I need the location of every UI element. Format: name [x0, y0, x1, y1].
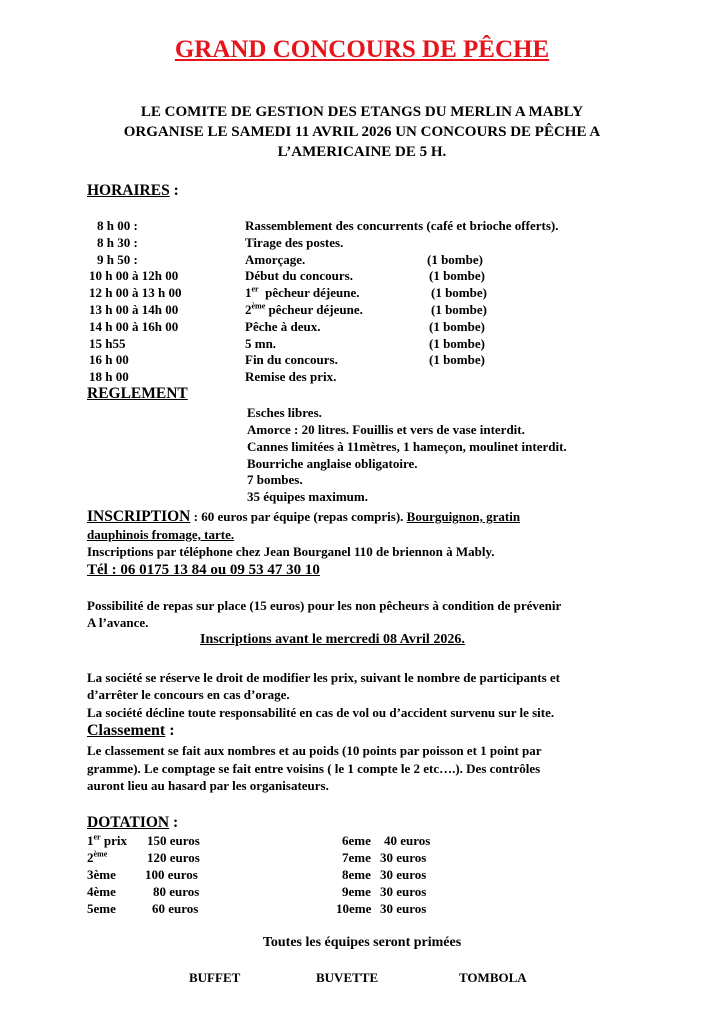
societe-line-2: d’arrêter le concours en cas d’orage. [87, 687, 290, 702]
footer-buffet: BUFFET [189, 970, 241, 985]
reglement-heading: REGLEMENT [87, 385, 188, 402]
phone-numbers: Tél : 06 0175 13 84 ou 09 53 47 30 10 [87, 562, 320, 578]
prize-rank: 7eme [342, 850, 371, 865]
prize-amount: 40 euros [384, 833, 431, 848]
schedule-event: Remise des prix. [245, 369, 337, 384]
classement-heading: Classement : [87, 722, 175, 739]
schedule-time: 8 h 30 : [97, 235, 138, 250]
societe-line-1: La société se réserve le droit de modifier les prix, suivant le nombre de participants et [87, 670, 560, 685]
schedule-bombe: (1 bombe) [429, 336, 485, 351]
reglement-item: Bourriche anglaise obligatoire. [247, 456, 418, 471]
prize-amount: 30 euros [380, 867, 427, 882]
intro-line-3: L’AMERICAINE DE 5 H. [277, 144, 447, 160]
prize-amount: 30 euros [380, 884, 427, 899]
schedule-event: 5 mn. [245, 336, 277, 351]
schedule-time: 12 h 00 à 13 h 00 [89, 285, 182, 300]
prize-rank: 3ème [87, 867, 116, 882]
prize-amount: 120 euros [147, 850, 200, 865]
classement-line-2: gramme). Le comptage se fait entre voisins ( le 1 compte le 2 etc….). Des contrôles [87, 761, 541, 776]
prize-amount: 30 euros [380, 901, 427, 916]
prize-amount: 30 euros [380, 850, 427, 865]
prize-rank: 4ème [87, 884, 116, 899]
prize-rank: 8eme [342, 867, 371, 882]
schedule-event: 2ème pêcheur déjeune. [245, 301, 363, 317]
classement-line-3: auront lieu au hasard par les organisateurs. [87, 778, 329, 793]
schedule-event: Pêche à deux. [245, 319, 321, 334]
societe-line-3: La société décline toute responsabilité en cas de vol ou d’accident survenu sur le site. [87, 705, 555, 720]
schedule-time: 9 h 50 : [97, 252, 138, 267]
schedule-time: 16 h 00 [89, 352, 129, 367]
prize-amount: 150 euros [147, 833, 200, 848]
schedule-bombe: (1 bombe) [431, 302, 487, 317]
prize-amount: 60 euros [152, 901, 199, 916]
registration-deadline: Inscriptions avant le mercredi 08 Avril 2026. [200, 632, 465, 647]
prize-rank: 2ème [87, 849, 108, 865]
schedule-bombe: (1 bombe) [429, 319, 485, 334]
page-title: GRAND CONCOURS DE PÊCHE [174, 36, 550, 63]
reglement-item: Amorce : 20 litres. Fouillis et vers de vase interdit. [247, 422, 525, 437]
reglement-item: Cannes limitées à 11mètres, 1 hameçon, moulinet interdit. [247, 439, 567, 454]
schedule-time: 13 h 00 à 14h 00 [89, 302, 179, 317]
footer-tombola: TOMBOLA [459, 970, 527, 985]
schedule-event: Amorçage. [245, 252, 306, 267]
schedule-event: 1er pêcheur déjeune. [245, 284, 360, 300]
schedule-event: Début du concours. [245, 268, 353, 283]
dotation-heading: DOTATION : [87, 814, 179, 831]
schedule-bombe: (1 bombe) [429, 268, 485, 283]
footer-buvette: BUVETTE [316, 970, 379, 985]
prize-amount: 80 euros [153, 884, 200, 899]
repas-line-2: A l’avance. [87, 615, 149, 630]
schedule-bombe: (1 bombe) [431, 285, 487, 300]
inscription-menu: dauphinois fromage, tarte. [87, 527, 235, 542]
repas-line-1: Possibilité de repas sur place (15 euros) pour les non pêcheurs à condition de prévenir [87, 598, 562, 613]
schedule-bombe: (1 bombe) [429, 352, 485, 367]
reglement-item: Esches libres. [247, 405, 322, 420]
prize-rank: 6eme [342, 833, 371, 848]
schedule-bombe: (1 bombe) [427, 252, 483, 267]
inscription-line-1: INSCRIPTION : 60 euros par équipe (repas compris). Bourguignon, gratin [87, 508, 521, 525]
schedule-time: 8 h 00 : [97, 218, 138, 233]
schedule-time: 10 h 00 à 12h 00 [89, 268, 179, 283]
schedule-event: Tirage des postes. [245, 235, 344, 250]
intro-line-1: LE COMITE DE GESTION DES ETANGS DU MERLIN A MABLY [140, 104, 584, 120]
prize-rank: 9eme [342, 884, 371, 899]
prize-rank: 10eme [336, 901, 372, 916]
schedule-event: Rassemblement des concurrents (café et brioche offerts). [245, 218, 559, 233]
inscription-contact: Inscriptions par téléphone chez Jean Bourganel 110 de briennon à Mably. [87, 544, 495, 559]
reglement-item: 7 bombes. [247, 472, 303, 487]
prize-rank: 1er prix [87, 832, 127, 848]
intro-line-2: ORGANISE LE SAMEDI 11 AVRIL 2026 UN CONCOURS DE PÊCHE A [123, 124, 601, 140]
schedule-time: 18 h 00 [89, 369, 129, 384]
schedule-time: 15 h55 [89, 336, 126, 351]
classement-line-1: Le classement se fait aux nombres et au poids (10 points par poisson et 1 point par [87, 743, 542, 758]
prize-rank: 5eme [87, 901, 116, 916]
schedule-event: Fin du concours. [245, 352, 338, 367]
prize-amount: 100 euros [145, 867, 198, 882]
schedule-time: 14 h 00 à 16h 00 [89, 319, 179, 334]
horaires-heading: HORAIRES : [87, 182, 179, 199]
reglement-item: 35 équipes maximum. [247, 489, 368, 504]
all-teams-rewarded: Toutes les équipes seront primées [262, 935, 462, 950]
